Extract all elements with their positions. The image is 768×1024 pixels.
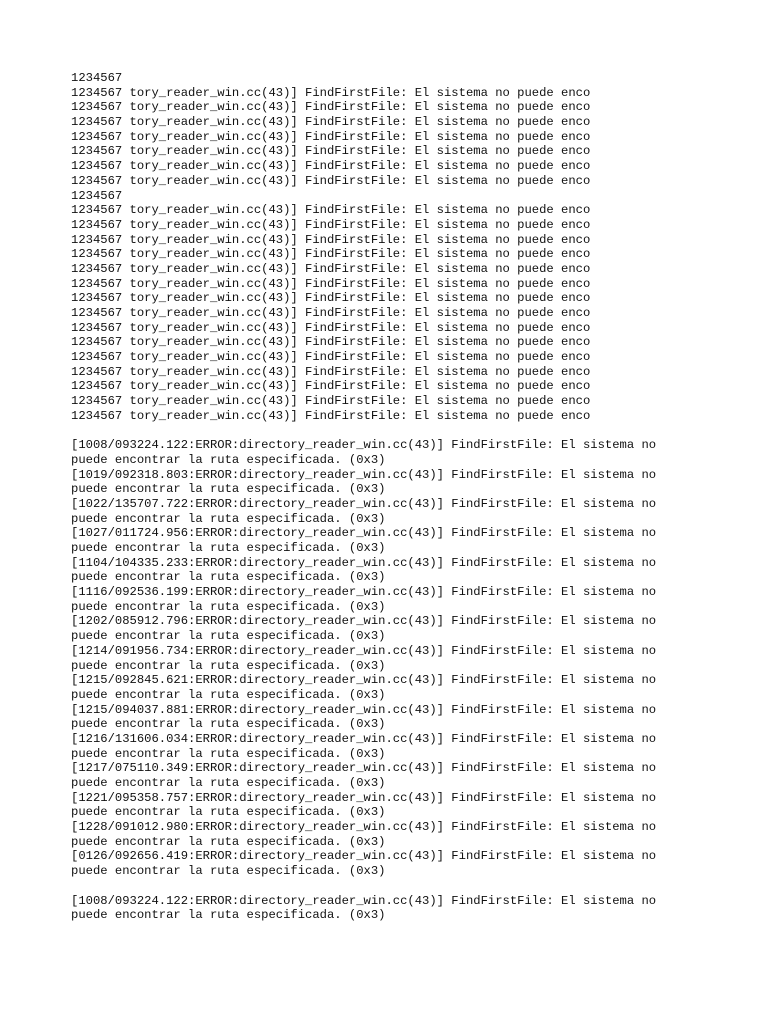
log-line: 1234567 tory_reader_win.cc(43)] FindFirstFile: El sistema no puede enco [71,173,591,188]
error-entry-line2: puede encontrar la ruta especificada. (0x3) [71,908,386,923]
log-line: 1234567 tory_reader_win.cc(43)] FindFirstFile: El sistema no puede enco [71,203,591,218]
error-log-block [71,438,751,879]
error-entry-line2: puede encontrar la ruta especificada. (0x3) [71,717,386,732]
log-line: 1234567 tory_reader_win.cc(43)] FindFirstFile: El sistema no puede enco [71,247,591,262]
error-entry-line1: [1228/091012.980:ERROR:directory_reader_win.cc(43)] FindFirstFile: El sistema no [71,820,657,835]
error-entry-line1: [1217/075110.349:ERROR:directory_reader_win.cc(43)] FindFirstFile: El sistema no [71,761,657,776]
final-error-block [71,894,751,923]
error-entry-line2: puede encontrar la ruta especificada. (0x3) [71,452,386,467]
error-entry-line2: puede encontrar la ruta especificada. (0x3) [71,776,386,790]
log-line: 1234567 tory_reader_win.cc(43)] FindFirstFile: El sistema no puede enco [71,364,591,379]
log-line: 1234567 tory_reader_win.cc(43)] FindFirstFile: El sistema no puede enco [71,217,591,232]
error-entry-line2: puede encontrar la ruta especificada. (0x3) [71,629,386,644]
error-entry-line1: [1008/093224.122:ERROR:directory_reader_win.cc(43)] FindFirstFile: El sistema no [71,893,657,908]
error-entry-line1: [0126/092656.419:ERROR:directory_reader_win.cc(43)] FindFirstFile: El sistema no [71,849,657,864]
log-line: 1234567 tory_reader_win.cc(43)] FindFirstFile: El sistema no puede enco [71,320,591,335]
error-entry [71,526,751,555]
document-page [71,71,751,923]
error-entry-line1: [1022/135707.722:ERROR:directory_reader_win.cc(43)] FindFirstFile: El sistema no [71,496,657,511]
log-line: 1234567 tory_reader_win.cc(43)] FindFirstFile: El sistema no puede enco [71,232,591,247]
log-line: 1234567 tory_reader_win.cc(43)] FindFirstFile: El sistema no puede enco [71,379,591,394]
error-entry-line1: [1216/131606.034:ERROR:directory_reader_win.cc(43)] FindFirstFile: El sistema no [71,731,657,746]
error-entry [71,894,751,923]
log-line: 1234567 tory_reader_win.cc(43)] FindFirstFile: El sistema no puede enco [71,291,591,306]
log-line: 1234567 tory_reader_win.cc(43)] FindFirstFile: El sistema no puede enco [71,276,591,291]
error-entry-line2: puede encontrar la ruta especificada. (0x3) [71,746,386,761]
error-entry [71,438,751,467]
log-line: 1234567 tory_reader_win.cc(43)] FindFirstFile: El sistema no puede enco [71,335,591,350]
blank-line [71,879,751,894]
error-entry-line2: puede encontrar la ruta especificada. (0x3) [71,687,386,702]
error-entry [71,820,751,849]
error-entry-line2: puede encontrar la ruta especificada. (0x3) [71,864,386,879]
error-entry-line2: puede encontrar la ruta especificada. (0x3) [71,834,386,849]
error-entry-line1: [1202/085912.796:ERROR:directory_reader_win.cc(43)] FindFirstFile: El sistema no [71,614,657,629]
short-log-block [71,71,751,424]
error-entry-line1: [1221/095358.757:ERROR:directory_reader_win.cc(43)] FindFirstFile: El sistema no [71,790,657,805]
log-line: 1234567 [71,188,123,203]
error-entry-line2: puede encontrar la ruta especificada. (0x3) [71,805,386,820]
error-entry-line1: [1215/092845.621:ERROR:directory_reader_win.cc(43)] FindFirstFile: El sistema no [71,673,657,688]
error-entry [71,497,751,526]
log-line: 1234567 tory_reader_win.cc(43)] FindFirstFile: El sistema no puede enco [71,144,591,159]
error-entry-line2: puede encontrar la ruta especificada. (0x3) [71,541,386,555]
error-entry-line2: puede encontrar la ruta especificada. (0x3) [71,658,386,673]
error-entry-line1: [1019/092318.803:ERROR:directory_reader_win.cc(43)] FindFirstFile: El sistema no [71,467,657,482]
blank-line [71,424,751,439]
error-entry-line2: puede encontrar la ruta especificada. (0x3) [71,482,386,497]
error-entry [71,673,751,702]
error-entry [71,761,751,790]
error-entry [71,644,751,673]
log-line: 1234567 tory_reader_win.cc(43)] FindFirstFile: El sistema no puede enco [71,159,591,174]
error-entry-line2: puede encontrar la ruta especificada. (0x3) [71,570,386,585]
error-entry [71,585,751,614]
log-line: 1234567 tory_reader_win.cc(43)] FindFirstFile: El sistema no puede enco [71,408,591,423]
error-entry [71,614,751,643]
log-line: 1234567 tory_reader_win.cc(43)] FindFirstFile: El sistema no puede enco [71,85,591,100]
error-entry-line1: [1008/093224.122:ERROR:directory_reader_win.cc(43)] FindFirstFile: El sistema no [71,438,657,453]
log-line: 1234567 tory_reader_win.cc(43)] FindFirstFile: El sistema no puede enco [71,129,591,144]
log-line: 1234567 [71,71,123,85]
log-line: 1234567 tory_reader_win.cc(43)] FindFirstFile: El sistema no puede enco [71,115,591,130]
error-entry-line1: [1215/094037.881:ERROR:directory_reader_win.cc(43)] FindFirstFile: El sistema no [71,702,657,717]
error-entry-line1: [1027/011724.956:ERROR:directory_reader_win.cc(43)] FindFirstFile: El sistema no [71,526,657,541]
error-entry [71,849,751,878]
error-entry [71,703,751,732]
log-line: 1234567 tory_reader_win.cc(43)] FindFirstFile: El sistema no puede enco [71,306,591,320]
error-entry-line1: [1116/092536.199:ERROR:directory_reader_win.cc(43)] FindFirstFile: El sistema no [71,585,657,600]
error-entry-line2: puede encontrar la ruta especificada. (0x3) [71,599,386,614]
error-entry [71,468,751,497]
error-entry [71,556,751,585]
error-entry-line1: [1214/091956.734:ERROR:directory_reader_win.cc(43)] FindFirstFile: El sistema no [71,643,657,658]
log-line: 1234567 tory_reader_win.cc(43)] FindFirstFile: El sistema no puede enco [71,394,591,409]
error-entry-line1: [1104/104335.233:ERROR:directory_reader_win.cc(43)] FindFirstFile: El sistema no [71,555,657,570]
log-line: 1234567 tory_reader_win.cc(43)] FindFirstFile: El sistema no puede enco [71,261,591,276]
error-entry [71,732,751,761]
error-entry [71,791,751,820]
error-entry-line2: puede encontrar la ruta especificada. (0x3) [71,511,386,526]
log-line: 1234567 tory_reader_win.cc(43)] FindFirstFile: El sistema no puede enco [71,100,591,115]
log-line: 1234567 tory_reader_win.cc(43)] FindFirstFile: El sistema no puede enco [71,350,591,365]
